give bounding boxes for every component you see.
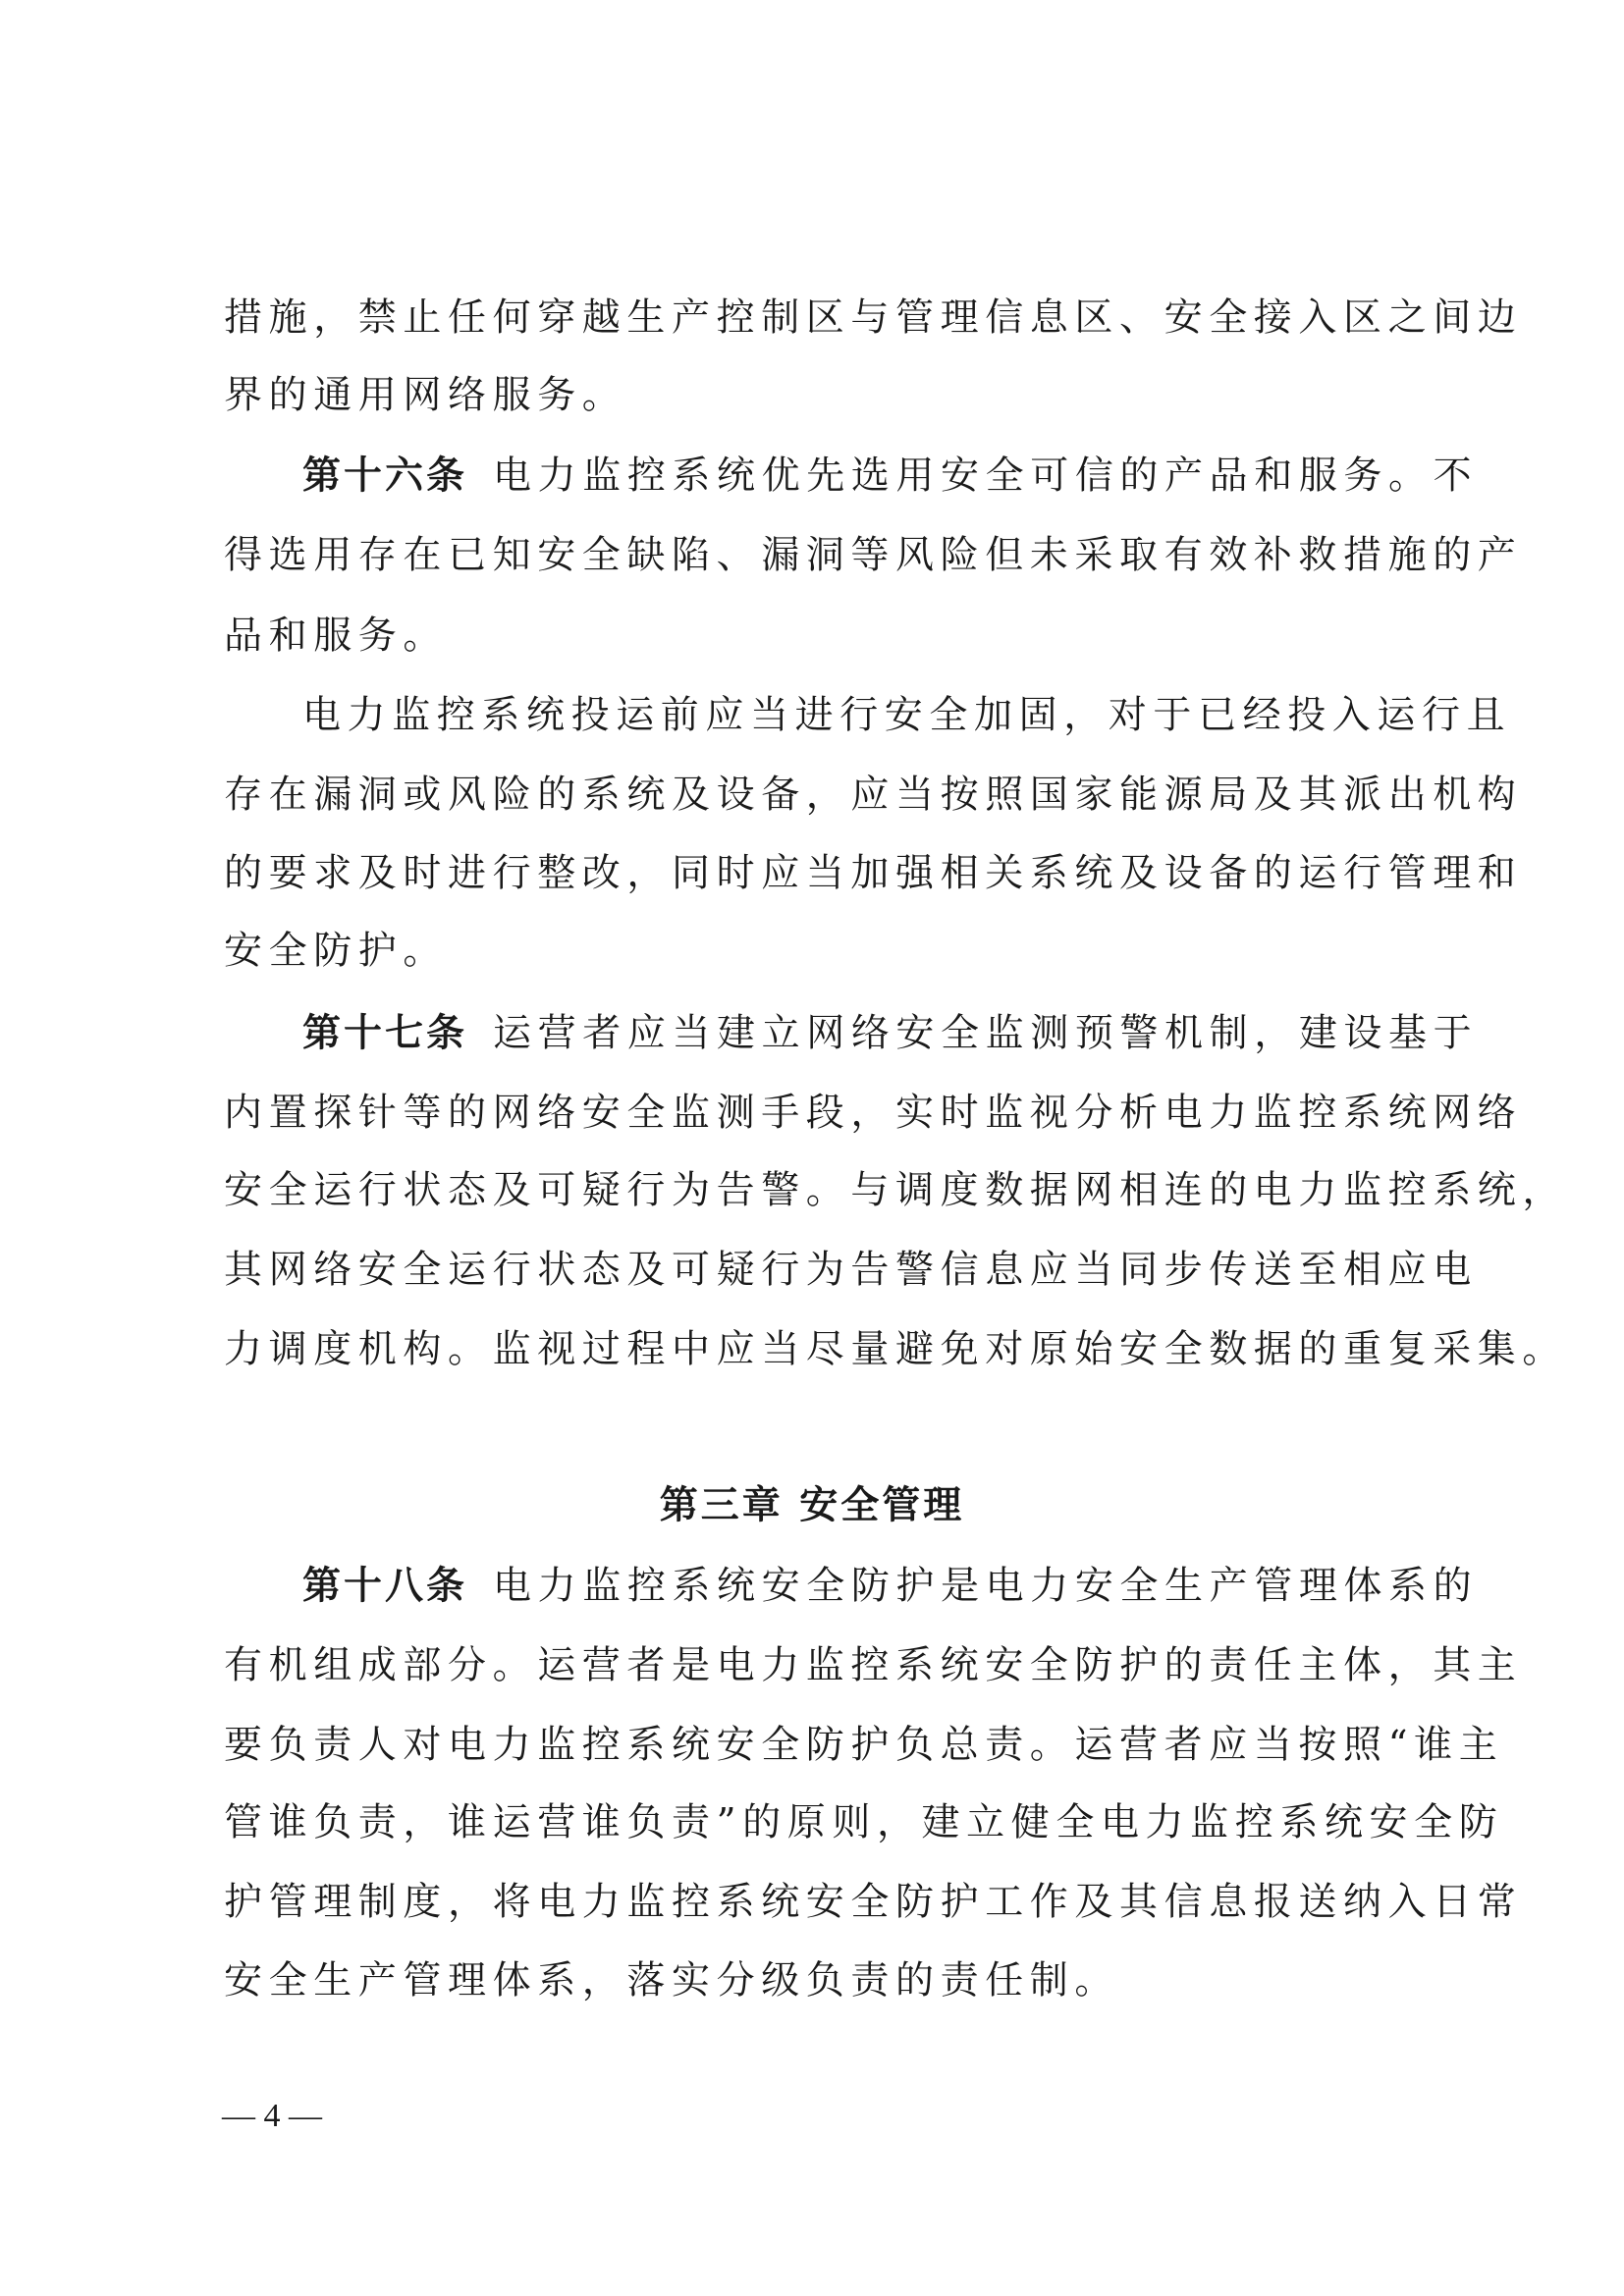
- paragraph-line: 安全生产管理体系，落实分级负责的责任制。: [224, 1958, 1120, 2003]
- article-16-line: [302, 454, 1479, 499]
- chapter-heading: 第三章 安全管理: [659, 1483, 965, 1528]
- article-text: 运营者应当建立网络安全监测预警机制，建设基于: [493, 1011, 1479, 1056]
- paragraph-line: 界的通用网络服务。: [224, 373, 627, 418]
- article-text: 电力监控系统优先选用安全可信的产品和服务。不: [493, 454, 1479, 499]
- paragraph-line: 安全防护。: [224, 929, 449, 974]
- article-number: 第十六条: [302, 454, 468, 499]
- paragraph-line: 内置探针等的网络安全监测手段，实时监视分析电力监控系统网络: [224, 1091, 1523, 1136]
- paragraph-line: 得选用存在已知安全缺陷、漏洞等风险但未采取有效补救措施的产: [224, 533, 1523, 578]
- paragraph-line: 存在漏洞或风险的系统及设备，应当按照国家能源局及其派出机构: [224, 773, 1523, 818]
- article-17-line: [302, 1011, 1479, 1056]
- article-number: 第十七条: [302, 1011, 468, 1056]
- paragraph-line: 安全运行状态及可疑行为告警。与调度数据网相连的电力监控系统，: [224, 1168, 1568, 1213]
- page-number: — 4 —: [222, 2098, 322, 2134]
- paragraph-line: 力调度机构。监视过程中应当尽量避免对原始安全数据的重复采集。: [224, 1327, 1568, 1372]
- paragraph-line: 电力监控系统投运前应当进行安全加固，对于已经投入运行且: [302, 693, 1512, 738]
- paragraph-line: 要负责人对电力监控系统安全防护负总责。运营者应当按照“谁主: [224, 1723, 1504, 1768]
- article-18-line: [302, 1564, 1479, 1609]
- paragraph-line: 其网络安全运行状态及可疑行为告警信息应当同步传送至相应电: [224, 1248, 1478, 1293]
- paragraph-line: 的要求及时进行整改，同时应当加强相关系统及设备的运行管理和: [224, 851, 1523, 896]
- article-text: 电力监控系统安全防护是电力安全生产管理体系的: [493, 1564, 1479, 1609]
- paragraph-line: 护管理制度，将电力监控系统安全防护工作及其信息报送纳入日常: [224, 1880, 1523, 1925]
- paragraph-line: 品和服务。: [224, 614, 449, 659]
- paragraph-line: 管谁负责，谁运营谁负责”的原则，建立健全电力监控系统安全防: [224, 1800, 1504, 1845]
- article-number: 第十八条: [302, 1564, 468, 1609]
- paragraph-line: 措施，禁止任何穿越生产控制区与管理信息区、安全接入区之间边: [224, 295, 1523, 341]
- paragraph-line: 有机组成部分。运营者是电力监控系统安全防护的责任主体，其主: [224, 1643, 1523, 1688]
